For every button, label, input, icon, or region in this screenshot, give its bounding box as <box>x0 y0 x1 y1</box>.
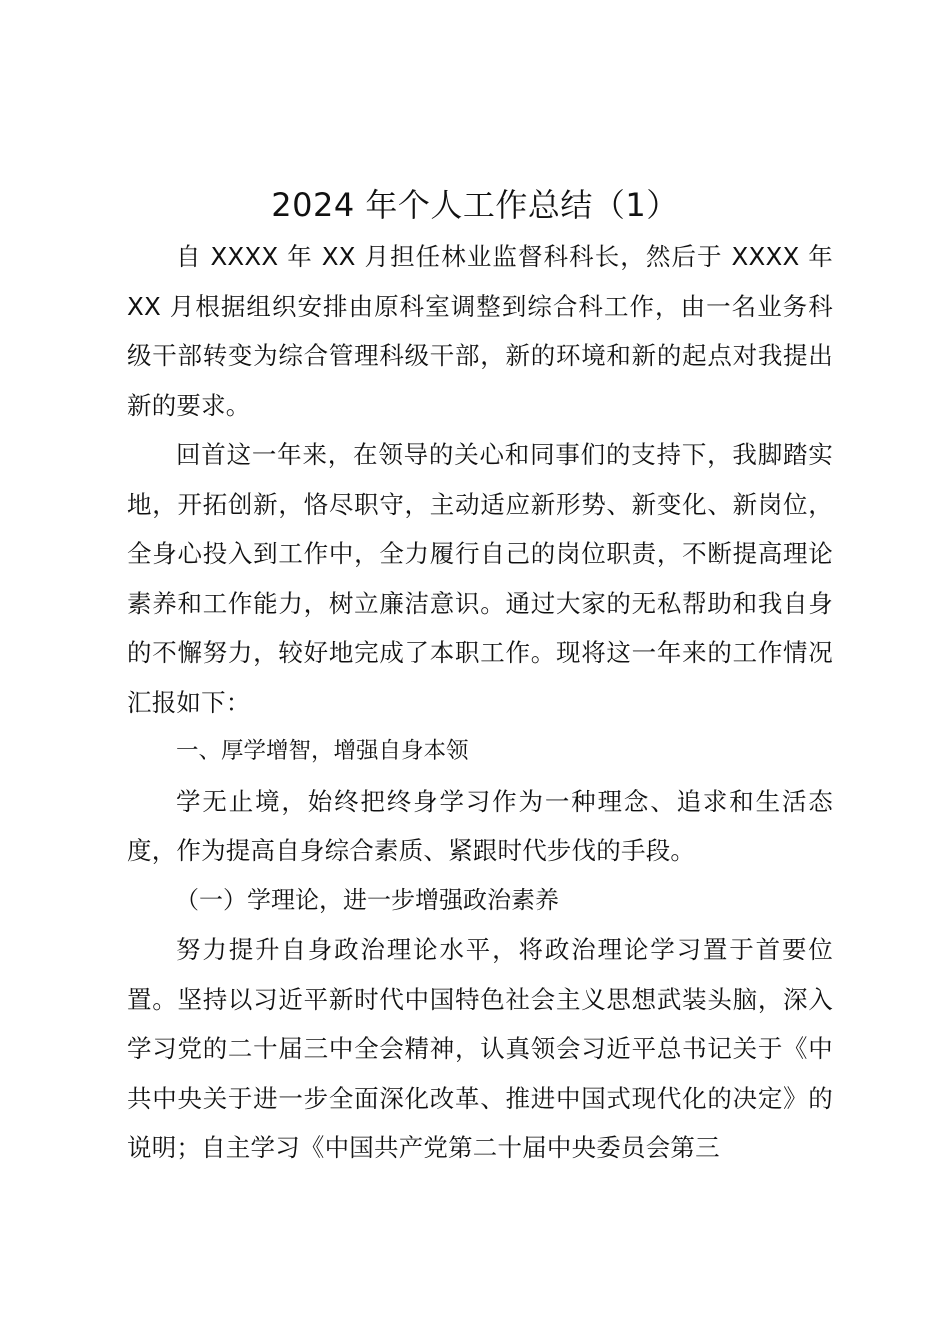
paragraph-intro: 自 XXXX 年 XX 月担任林业监督科科长，然后于 XXXX 年 XX 月根据组织安排由原科室调整到综合科工作，由一名业务科级干部转变为综合管理科级干部，新的环境和新的起点对我提出新的要求。 <box>127 242 833 420</box>
subsection-heading-1: （一）学理论，进一步增强政治素养 <box>175 885 559 914</box>
document-title: 2024 年个人工作总结（1） <box>271 186 679 224</box>
document-body <box>127 232 833 1173</box>
paragraph-review: 回首这一年来，在领导的关心和同事们的支持下，我脚踏实地，开拓创新，恪尽职守，主动适应新形势、新变化、新岗位，全身心投入到工作中，全力履行自己的岗位职责，不断提高理论素养和工作能力，树立廉洁意识。通过大家的无私帮助和我自身的不懈努力，较好地完成了本职工作。现将这一年来的工作情况汇报如下： <box>127 440 833 717</box>
paragraph-theory: 努力提升自身政治理论水平，将政治理论学习置于首要位置。坚持以习近平新时代中国特色社会主义思想武装头脑，深入学习党的二十届三中全会精神，认真领会习近平总书记关于《中共中央关于进一步全面深化改革、推进中国式现代化的决定》的说明；自主学习《中国共产党第二十届中央委员会第三 <box>127 935 833 1162</box>
paragraph-learning: 学无止境，始终把终身学习作为一种理念、追求和生活态度，作为提高自身综合素质、紧跟时代步伐的手段。 <box>127 786 833 865</box>
section-heading-1: 一、厚学增智，增强自身本领 <box>176 738 469 764</box>
